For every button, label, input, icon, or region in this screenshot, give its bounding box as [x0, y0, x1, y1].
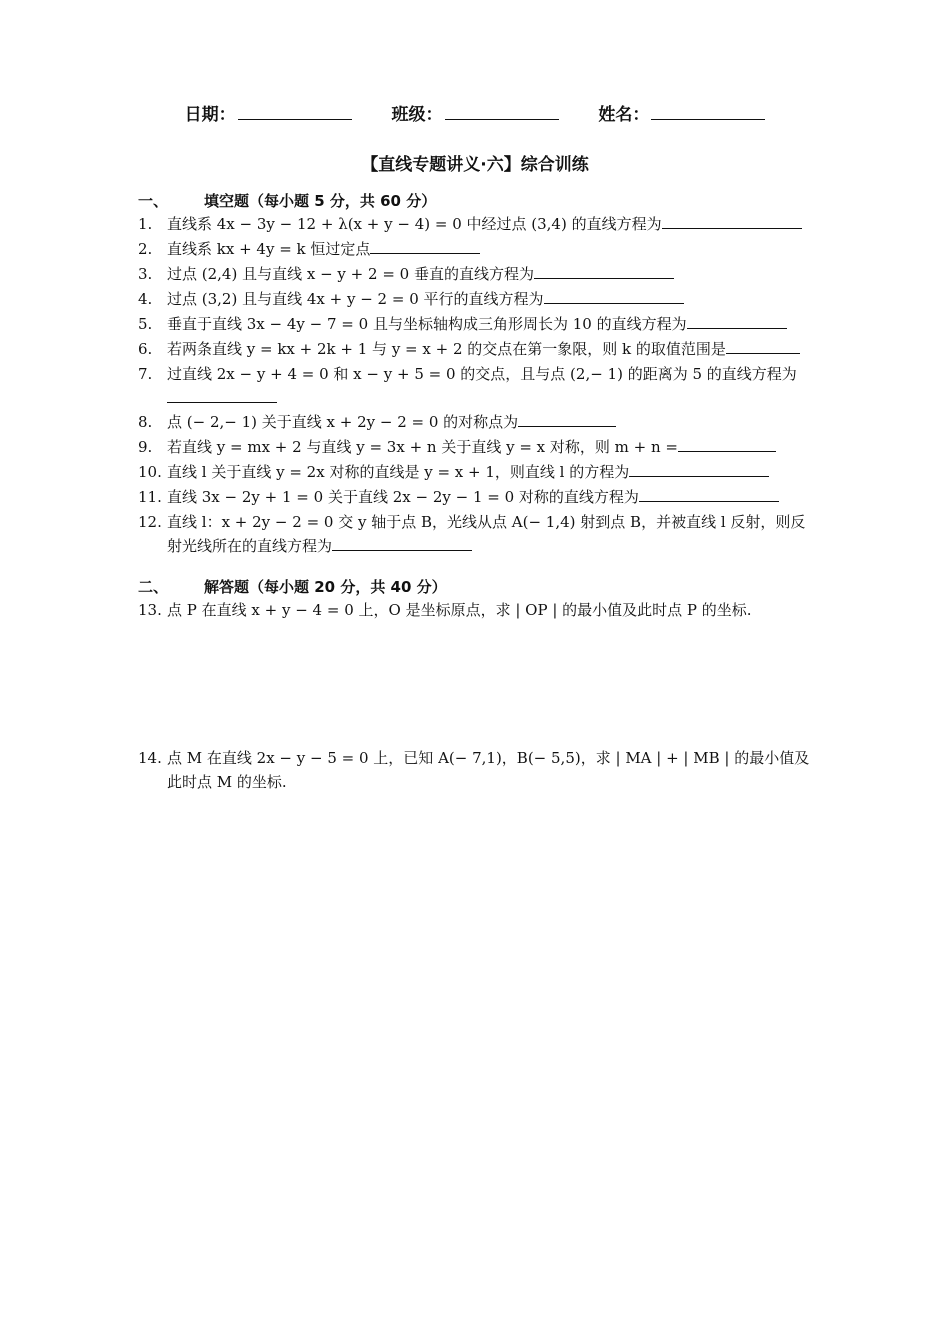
question-9 — [138, 435, 818, 459]
question-8 — [138, 410, 818, 434]
question-text: 垂直于直线 3x − 4y − 7 = 0 且与坐标轴构成三角形周长为 10 的直线方程为 — [167, 315, 687, 333]
date-field — [185, 100, 352, 125]
question-text: 过直线 2x − y + 4 = 0 和 x − y + 5 = 0 的交点，且与点 (2,− 1) 的距离为 5 的直线方程为 — [167, 365, 797, 383]
question-text: 直线系 kx + 4y = k 恒过定点 — [167, 240, 371, 258]
header-fields — [0, 100, 950, 125]
question-text: 点 (− 2,− 1) 关于直线 x + 2y − 2 = 0 的对称点为 — [167, 413, 519, 431]
answer-blank[interactable] — [629, 461, 769, 477]
question-number: 13. — [138, 601, 162, 619]
question-number: 6. — [138, 340, 153, 358]
question-number: 11. — [138, 488, 162, 506]
question-text: 直线系 4x − 3y − 12 + λ(x + y − 4) = 0 中经过点 (3,4) 的直线方程为 — [167, 215, 662, 233]
question-number: 10. — [138, 463, 162, 481]
class-blank[interactable] — [445, 103, 559, 120]
question-text: 点 M 在直线 2x − y − 5 = 0 上，已知 A(− 7,1)，B(− 5,5)，求 | MA | + | MB | 的最小值及此时点 M 的坐标. — [167, 749, 810, 791]
date-blank[interactable] — [238, 103, 352, 120]
question-14 — [138, 746, 818, 794]
question-number: 2. — [138, 240, 153, 258]
question-text: 过点 (3,2) 且与直线 4x + y − 2 = 0 平行的直线方程为 — [167, 290, 544, 308]
answer-blank[interactable] — [726, 338, 800, 354]
question-number: 8. — [138, 413, 153, 431]
name-label: 姓名： — [598, 105, 650, 125]
question-text: 直线 3x − 2y + 1 = 0 关于直线 2x − 2y − 1 = 0 对称的直线方程为 — [167, 488, 639, 506]
question-5 — [138, 312, 818, 336]
question-number: 4. — [138, 290, 153, 308]
date-label: 日期： — [184, 105, 236, 125]
question-number: 14. — [138, 749, 162, 767]
question-text: 过点 (2,4) 且与直线 x − y + 2 = 0 垂直的直线方程为 — [167, 265, 534, 283]
question-number: 9. — [138, 438, 153, 456]
name-blank[interactable] — [651, 103, 765, 120]
question-7 — [138, 362, 818, 410]
question-2 — [138, 237, 818, 261]
name-field — [598, 100, 765, 125]
section-number: 一、 — [138, 192, 169, 210]
question-6 — [138, 337, 818, 361]
question-text: 若直线 y = mx + 2 与直线 y = 3x + n 关于直线 y = x 对称，则 m + n = — [167, 438, 678, 456]
answer-blank[interactable] — [332, 535, 472, 551]
answer-blank[interactable] — [167, 387, 277, 403]
answer-blank[interactable] — [687, 313, 787, 329]
section-title: 填空题（每小题 5 分，共 60 分） — [204, 192, 437, 210]
section-number: 二、 — [138, 578, 169, 596]
class-field — [392, 100, 559, 125]
question-number: 12. — [138, 513, 162, 531]
question-text: 点 P 在直线 x + y − 4 = 0 上，O 是坐标原点，求 | OP | 的最小值及此时点 P 的坐标. — [167, 601, 752, 619]
answer-blank[interactable] — [534, 263, 674, 279]
question-13 — [138, 598, 818, 622]
question-number: 7. — [138, 365, 153, 383]
question-text: 若两条直线 y = kx + 2k + 1 与 y = x + 2 的交点在第一象限，则 k 的取值范围是 — [167, 340, 726, 358]
question-1 — [138, 212, 818, 236]
question-11 — [138, 485, 818, 509]
answer-blank[interactable] — [518, 411, 616, 427]
question-text: 直线 l：x + 2y − 2 = 0 交 y 轴于点 B，光线从点 A(− 1,4) 射到点 B，并被直线 l 反射，则反射光线所在的直线方程为 — [167, 513, 806, 555]
question-4 — [138, 287, 818, 311]
section-title: 解答题（每小题 20 分，共 40 分） — [204, 578, 447, 596]
question-number: 5. — [138, 315, 153, 333]
question-number: 3. — [138, 265, 153, 283]
question-10 — [138, 460, 818, 484]
page-title: 【直线专题讲义·六】综合训练 — [361, 155, 589, 175]
answer-blank[interactable] — [662, 213, 802, 229]
question-12 — [138, 510, 818, 558]
answer-blank[interactable] — [639, 486, 779, 502]
class-label: 班级： — [391, 105, 443, 125]
section-solutions — [138, 576, 447, 597]
answer-blank[interactable] — [678, 436, 776, 452]
question-text: 直线 l 关于直线 y = 2x 对称的直线是 y = x + 1，则直线 l 的方程为 — [167, 463, 630, 481]
question-3 — [138, 262, 818, 286]
section-fill-in — [138, 190, 436, 211]
answer-blank[interactable] — [544, 288, 684, 304]
answer-blank[interactable] — [370, 238, 480, 254]
question-number: 1. — [138, 215, 153, 233]
